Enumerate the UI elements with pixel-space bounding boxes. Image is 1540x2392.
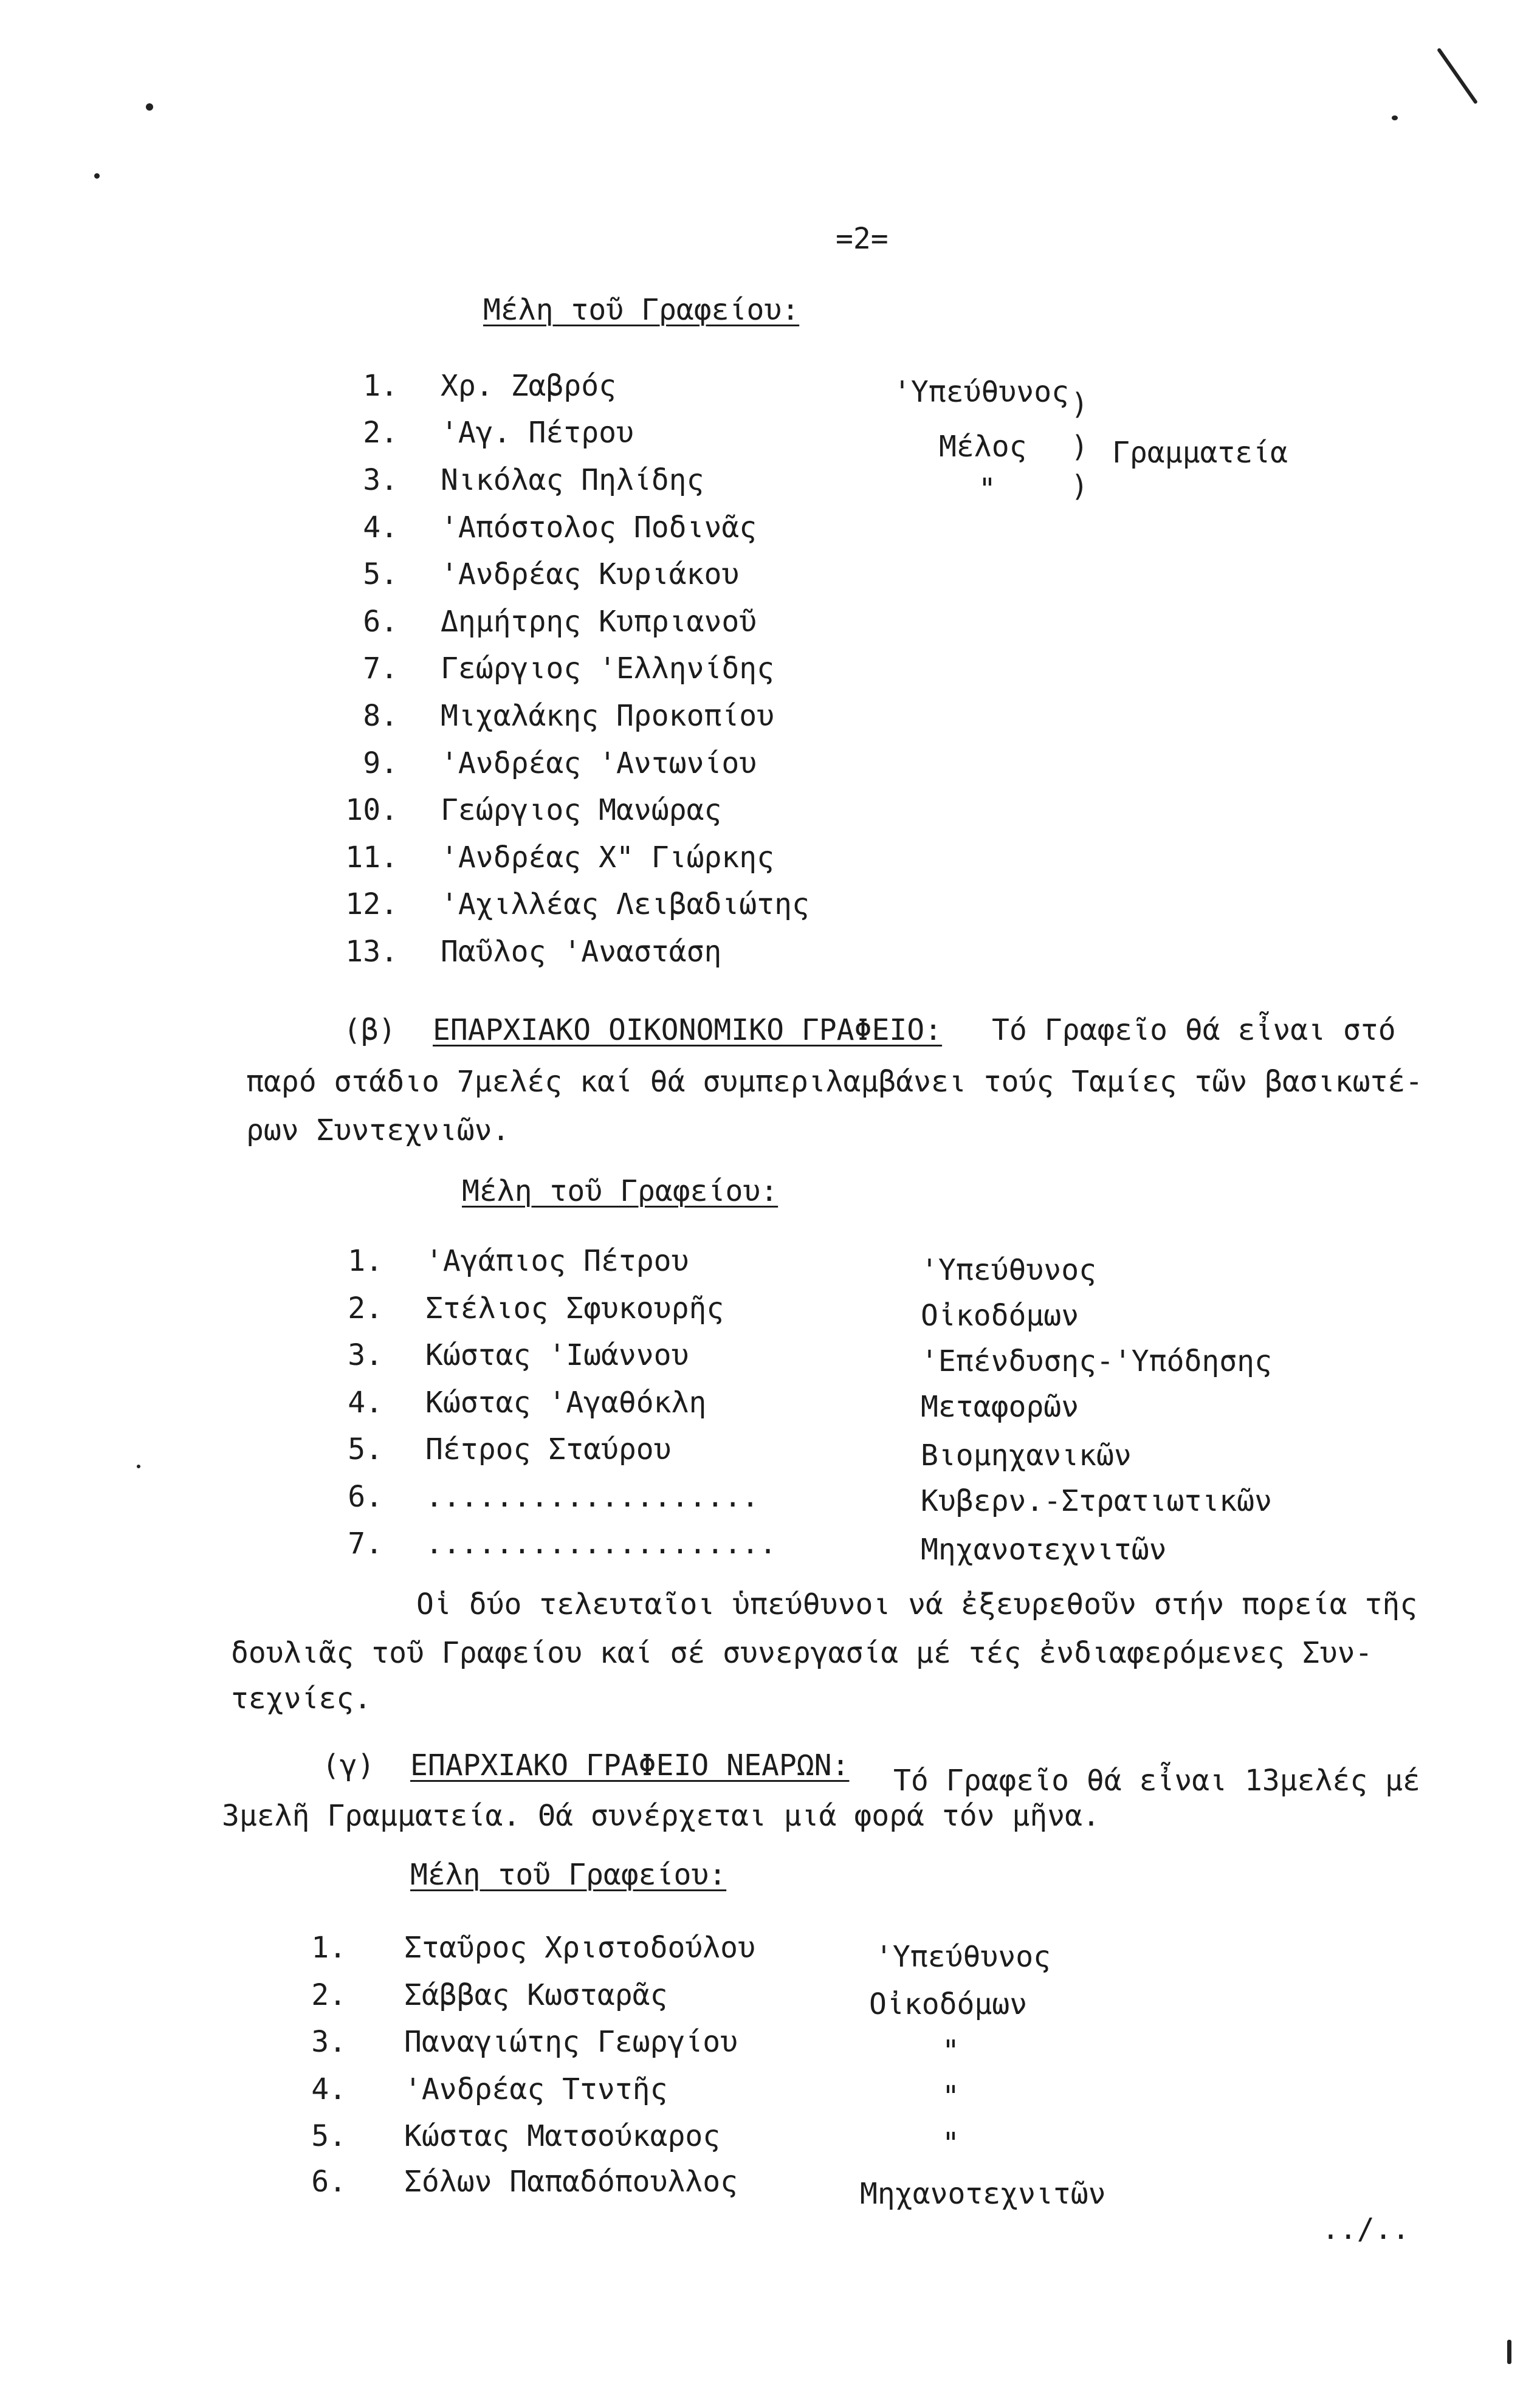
a-member-role: " — [978, 472, 996, 506]
b-member-role: Μηχανοτεχνιτῶν — [921, 1533, 1167, 1567]
a-member-number: 11. — [345, 840, 398, 875]
scan-speck — [94, 173, 100, 179]
a-member-name: 'Ανδρέας Χ" Γιώρκης — [441, 840, 775, 875]
b-member-name: 'Αγάπιος Πέτρου — [425, 1244, 689, 1278]
a-member-name: Νικόλας Πηλίδης — [441, 463, 704, 497]
c-member-name: Κώστας Ματσούκαρος — [404, 2119, 721, 2153]
b-member-role: 'Επένδυσης-'Υπόδησης — [921, 1344, 1272, 1378]
a-member-name: 'Αγ. Πέτρου — [441, 416, 634, 450]
b-member-name: Στέλιος Σφυκουρῆς — [425, 1291, 724, 1325]
a-member-number: 2. — [363, 416, 398, 450]
continuation-mark: ../.. — [1322, 2212, 1410, 2246]
section-b-intro: ρων Συντεχνιῶν. — [246, 1113, 510, 1147]
b-member-number: 5. — [348, 1432, 383, 1466]
b-member-role: Κυβερν.-Στρατιωτικῶν — [921, 1484, 1272, 1518]
bracket-mark: ) — [1071, 469, 1088, 503]
c-member-name: 'Ανδρέας Ττντῆς — [404, 2072, 668, 2106]
b-member-role: Μεταφορῶν — [921, 1390, 1079, 1424]
b-member-number: 2. — [348, 1291, 383, 1325]
c-member-number: 5. — [311, 2119, 346, 2153]
section-c-intro: 3μελῆ Γραμματεία. Θά συνέρχεται μιά φορά τόν μῆνα. — [222, 1799, 1100, 1833]
c-member-number: 6. — [311, 2165, 346, 2199]
a-member-number: 8. — [363, 699, 398, 733]
section-c-intro: Τό Γραφεῖο θά εἶναι 13μελές μέ — [893, 1764, 1420, 1798]
c-member-name: Σταῦρος Χριστοδούλου — [404, 1931, 755, 1965]
a-member-number: 3. — [363, 463, 398, 497]
a-member-name: Μιχαλάκης Προκοπίου — [441, 699, 775, 733]
page-number: =2= — [836, 222, 889, 256]
section-b-note: δουλιᾶς τοῦ Γραφείου καί σέ συνεργασία μέ τές ἐνδιαφερόμενες Συν- — [231, 1636, 1373, 1670]
scan-scratch — [1507, 2340, 1511, 2364]
b-member-name: ................... — [425, 1480, 760, 1514]
a-member-name: 'Ανδρέας 'Αντωνίου — [441, 746, 757, 780]
section-b-title: ΕΠΑΡΧΙΑΚΟ ΟΙΚΟΝΟΜΙΚΟ ΓΡΑΦΕΙΟ: — [433, 1013, 943, 1047]
b-member-number: 1. — [348, 1244, 383, 1278]
b-member-number: 6. — [348, 1480, 383, 1514]
a-member-number: 12. — [345, 887, 398, 921]
a-member-number: 10. — [345, 793, 398, 827]
section-b-intro: παρό στάδιο 7μελές καί θά συμπεριλαμβάνει τούς Ταμίες τῶν βασικωτέ- — [246, 1065, 1423, 1099]
section-c-marker: (γ) — [322, 1748, 375, 1782]
section-c-title: ΕΠΑΡΧΙΑΚΟ ΓΡΑΦΕΙΟ ΝΕΑΡΩΝ: — [410, 1748, 850, 1782]
c-member-number: 4. — [311, 2072, 346, 2106]
section-b-intro: Τό Γραφεῖο θά εἶναι στό — [992, 1013, 1396, 1047]
scan-scratch — [1437, 47, 1478, 105]
a-member-number: 1. — [363, 369, 398, 403]
b-member-name: Κώστας 'Ιωάννου — [425, 1338, 689, 1372]
a-member-name: Παῦλος 'Αναστάση — [441, 935, 722, 969]
a-member-number: 7. — [363, 651, 398, 686]
section-a-heading: Μέλη τοῦ Γραφείου: — [483, 293, 800, 327]
section-b-heading: Μέλη τοῦ Γραφείου: — [462, 1174, 779, 1208]
a-member-name: Γεώργιος 'Ελληνίδης — [441, 651, 775, 686]
a-member-name: Δημήτρης Κυπριανοῦ — [441, 605, 757, 639]
b-member-name: Κώστας 'Αγαθόκλη — [425, 1386, 707, 1420]
b-member-role: 'Υπεύθυνος — [921, 1253, 1096, 1287]
b-member-number: 3. — [348, 1338, 383, 1372]
section-b-marker: (β) — [343, 1013, 396, 1047]
b-member-role: Οἰκοδόμων — [921, 1299, 1079, 1333]
b-member-name: Πέτρος Σταύρου — [425, 1432, 672, 1466]
scan-speck — [137, 1465, 140, 1468]
a-member-name: Χρ. Ζαβρός — [441, 369, 616, 403]
section-b-note: Οἱ δύο τελευταῖοι ὑπεύθυνοι νά ἐξευρεθοῦν στήν πορεία τῆς — [416, 1587, 1418, 1621]
a-member-number: 4. — [363, 510, 398, 545]
b-member-number: 4. — [348, 1386, 383, 1420]
a-member-number: 5. — [363, 557, 398, 591]
c-member-name: Σόλων Παπαδόπουλλος — [404, 2165, 738, 2199]
scan-speck — [146, 103, 153, 111]
c-member-number: 1. — [311, 1931, 346, 1965]
a-member-name: 'Αχιλλέας Λειβαδιώτης — [441, 887, 810, 921]
a-member-number: 9. — [363, 746, 398, 780]
scan-speck — [1392, 115, 1398, 120]
c-member-number: 2. — [311, 1978, 346, 2012]
c-member-role: 'Υπεύθυνος — [875, 1940, 1051, 1974]
a-member-role: Μέλος — [939, 430, 1027, 464]
b-member-number: 7. — [348, 1527, 383, 1561]
c-member-role: " — [942, 2034, 960, 2068]
a-member-number: 6. — [363, 605, 398, 639]
b-member-role: Βιομηχανικῶν — [921, 1438, 1132, 1473]
c-member-name: Παναγιώτης Γεωργίου — [404, 2025, 738, 2059]
c-member-role: Μηχανοτεχνιτῶν — [860, 2177, 1106, 2211]
a-member-name: 'Ανδρέας Κυριάκου — [441, 557, 740, 591]
bracket-mark: ) — [1071, 387, 1088, 421]
c-member-role: " — [942, 2080, 960, 2114]
bracket-mark: ) — [1071, 430, 1088, 464]
c-member-name: Σάββας Κωσταρᾶς — [404, 1978, 668, 2012]
a-member-role: 'Υπεύθυνος — [893, 375, 1069, 409]
b-member-name: .................... — [425, 1527, 777, 1561]
a-member-number: 13. — [345, 935, 398, 969]
secretariat-label: Γραμματεία — [1112, 436, 1288, 470]
a-member-name: 'Απόστολος Ποδινᾶς — [441, 510, 757, 545]
section-c-heading: Μέλη τοῦ Γραφείου: — [410, 1858, 727, 1892]
c-member-role: " — [942, 2126, 960, 2160]
c-member-role: Οἰκοδόμων — [869, 1987, 1028, 2021]
section-b-note: τεχνίες. — [231, 1682, 372, 1716]
c-member-number: 3. — [311, 2025, 346, 2059]
a-member-name: Γεώργιος Μανώρας — [441, 793, 722, 827]
